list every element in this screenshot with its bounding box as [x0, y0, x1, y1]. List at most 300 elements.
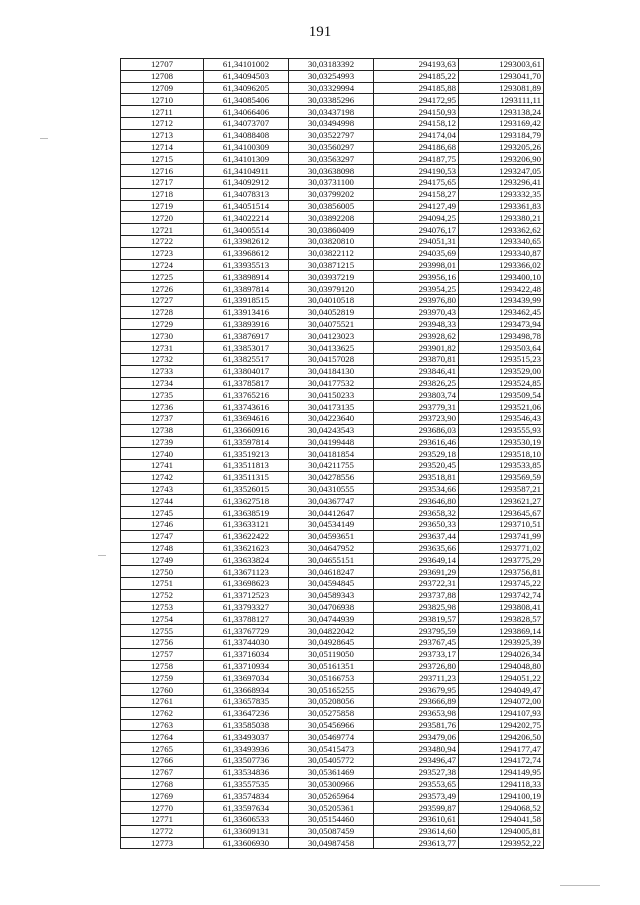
x-coordinate-cell: 293637,44: [374, 530, 459, 542]
table-row: [121, 696, 544, 708]
latitude-cell: 61,34088408: [204, 129, 289, 141]
latitude-cell: 61,33493936: [204, 743, 289, 755]
longitude-cell: 30,04822042: [289, 625, 374, 637]
point-number-cell: 12714: [121, 141, 204, 153]
x-coordinate-cell: 293970,43: [374, 306, 459, 318]
longitude-cell: 30,03937219: [289, 271, 374, 283]
table-row: [121, 519, 544, 531]
x-coordinate-cell: 293723,90: [374, 412, 459, 424]
latitude-cell: 61,34096205: [204, 82, 289, 94]
point-number-cell: 12728: [121, 306, 204, 318]
table-row: [121, 825, 544, 837]
point-number-cell: 12721: [121, 224, 204, 236]
point-number-cell: 12770: [121, 802, 204, 814]
longitude-cell: 30,03329994: [289, 82, 374, 94]
margin-mark: [40, 138, 48, 139]
latitude-cell: 61,34085406: [204, 94, 289, 106]
x-coordinate-cell: 293737,88: [374, 589, 459, 601]
longitude-cell: 30,04647952: [289, 542, 374, 554]
table-row: [121, 778, 544, 790]
table-row: [121, 353, 544, 365]
table-row: [121, 766, 544, 778]
latitude-cell: 61,33793327: [204, 601, 289, 613]
longitude-cell: 30,04618247: [289, 566, 374, 578]
x-coordinate-cell: 294175,65: [374, 176, 459, 188]
table-row: [121, 271, 544, 283]
table-row: [121, 59, 544, 71]
table-row: [121, 743, 544, 755]
table-row: [121, 625, 544, 637]
table-row: [121, 247, 544, 259]
x-coordinate-cell: 293479,06: [374, 731, 459, 743]
latitude-cell: 61,33493037: [204, 731, 289, 743]
y-coordinate-cell: 1294051,22: [459, 672, 544, 684]
latitude-cell: 61,34104911: [204, 165, 289, 177]
latitude-cell: 61,33585038: [204, 719, 289, 731]
point-number-cell: 12767: [121, 766, 204, 778]
point-number-cell: 12762: [121, 707, 204, 719]
x-coordinate-cell: 293653,98: [374, 707, 459, 719]
longitude-cell: 30,05469774: [289, 731, 374, 743]
y-coordinate-cell: 1293473,94: [459, 318, 544, 330]
point-number-cell: 12739: [121, 436, 204, 448]
y-coordinate-cell: 1293518,10: [459, 448, 544, 460]
point-number-cell: 12722: [121, 235, 204, 247]
point-number-cell: 12709: [121, 82, 204, 94]
x-coordinate-cell: 293826,25: [374, 377, 459, 389]
latitude-cell: 61,34101002: [204, 59, 289, 71]
longitude-cell: 30,03638098: [289, 165, 374, 177]
point-number-cell: 12734: [121, 377, 204, 389]
y-coordinate-cell: 1293771,02: [459, 542, 544, 554]
table-row: [121, 637, 544, 649]
latitude-cell: 61,33574834: [204, 790, 289, 802]
y-coordinate-cell: 1294149,95: [459, 766, 544, 778]
y-coordinate-cell: 1293869,14: [459, 625, 544, 637]
latitude-cell: 61,33698623: [204, 578, 289, 590]
latitude-cell: 61,33697034: [204, 672, 289, 684]
y-coordinate-cell: 1293332,35: [459, 188, 544, 200]
x-coordinate-cell: 293534,66: [374, 483, 459, 495]
latitude-cell: 61,33716034: [204, 648, 289, 660]
longitude-cell: 30,04594845: [289, 578, 374, 590]
latitude-cell: 61,33935513: [204, 259, 289, 271]
x-coordinate-cell: 293901,82: [374, 342, 459, 354]
point-number-cell: 12726: [121, 283, 204, 295]
longitude-cell: 30,04987458: [289, 837, 374, 849]
coordinates-table-body: [121, 59, 544, 849]
latitude-cell: 61,33825517: [204, 353, 289, 365]
latitude-cell: 61,33633824: [204, 554, 289, 566]
table-row: [121, 554, 544, 566]
x-coordinate-cell: 293870,81: [374, 353, 459, 365]
y-coordinate-cell: 1293041,70: [459, 70, 544, 82]
point-number-cell: 12740: [121, 448, 204, 460]
longitude-cell: 30,04173135: [289, 401, 374, 413]
x-coordinate-cell: 293733,17: [374, 648, 459, 660]
longitude-cell: 30,05165255: [289, 684, 374, 696]
table-row: [121, 129, 544, 141]
y-coordinate-cell: 1293361,83: [459, 200, 544, 212]
x-coordinate-cell: 293956,16: [374, 271, 459, 283]
y-coordinate-cell: 1293745,22: [459, 578, 544, 590]
table-row: [121, 188, 544, 200]
table-row: [121, 578, 544, 590]
latitude-cell: 61,33526015: [204, 483, 289, 495]
longitude-cell: 30,04367747: [289, 495, 374, 507]
y-coordinate-cell: 1293925,39: [459, 637, 544, 649]
point-number-cell: 12717: [121, 176, 204, 188]
x-coordinate-cell: 293496,47: [374, 755, 459, 767]
table-row: [121, 672, 544, 684]
y-coordinate-cell: 1294177,47: [459, 743, 544, 755]
point-number-cell: 12751: [121, 578, 204, 590]
x-coordinate-cell: 294127,49: [374, 200, 459, 212]
longitude-cell: 30,04534149: [289, 519, 374, 531]
x-coordinate-cell: 294172,95: [374, 94, 459, 106]
longitude-cell: 30,04010518: [289, 294, 374, 306]
latitude-cell: 61,33622422: [204, 530, 289, 542]
longitude-cell: 30,05405772: [289, 755, 374, 767]
latitude-cell: 61,33511813: [204, 460, 289, 472]
table-row: [121, 294, 544, 306]
latitude-cell: 61,33647236: [204, 707, 289, 719]
longitude-cell: 30,03860409: [289, 224, 374, 236]
y-coordinate-cell: 1293621,27: [459, 495, 544, 507]
y-coordinate-cell: 1293587,21: [459, 483, 544, 495]
longitude-cell: 30,04184130: [289, 365, 374, 377]
margin-mark: [560, 885, 600, 886]
x-coordinate-cell: 293779,31: [374, 401, 459, 413]
point-number-cell: 12710: [121, 94, 204, 106]
latitude-cell: 61,34100309: [204, 141, 289, 153]
x-coordinate-cell: 293646,80: [374, 495, 459, 507]
table-row: [121, 530, 544, 542]
longitude-cell: 30,03731100: [289, 176, 374, 188]
x-coordinate-cell: 293650,33: [374, 519, 459, 531]
point-number-cell: 12735: [121, 389, 204, 401]
table-row: [121, 153, 544, 165]
point-number-cell: 12772: [121, 825, 204, 837]
y-coordinate-cell: 1294026,34: [459, 648, 544, 660]
x-coordinate-cell: 293573,49: [374, 790, 459, 802]
longitude-cell: 30,04157028: [289, 353, 374, 365]
table-row: [121, 814, 544, 826]
table-row: [121, 460, 544, 472]
margin-mark: [98, 555, 106, 556]
y-coordinate-cell: 1293546,43: [459, 412, 544, 424]
table-row: [121, 613, 544, 625]
point-number-cell: 12730: [121, 330, 204, 342]
y-coordinate-cell: 1293498,78: [459, 330, 544, 342]
table-row: [121, 389, 544, 401]
point-number-cell: 12769: [121, 790, 204, 802]
latitude-cell: 61,33606533: [204, 814, 289, 826]
table-row: [121, 731, 544, 743]
point-number-cell: 12745: [121, 507, 204, 519]
table-row: [121, 342, 544, 354]
y-coordinate-cell: 1293742,74: [459, 589, 544, 601]
table-row: [121, 790, 544, 802]
longitude-cell: 30,03183392: [289, 59, 374, 71]
longitude-cell: 30,04181854: [289, 448, 374, 460]
table-row: [121, 542, 544, 554]
point-number-cell: 12708: [121, 70, 204, 82]
table-row: [121, 330, 544, 342]
latitude-cell: 61,33876917: [204, 330, 289, 342]
point-number-cell: 12754: [121, 613, 204, 625]
longitude-cell: 30,03871215: [289, 259, 374, 271]
point-number-cell: 12711: [121, 106, 204, 118]
table-row: [121, 365, 544, 377]
point-number-cell: 12759: [121, 672, 204, 684]
x-coordinate-cell: 294190,53: [374, 165, 459, 177]
longitude-cell: 30,03799202: [289, 188, 374, 200]
longitude-cell: 30,05456966: [289, 719, 374, 731]
x-coordinate-cell: 293998,01: [374, 259, 459, 271]
longitude-cell: 30,05119050: [289, 648, 374, 660]
y-coordinate-cell: 1294202,75: [459, 719, 544, 731]
point-number-cell: 12724: [121, 259, 204, 271]
point-number-cell: 12748: [121, 542, 204, 554]
latitude-cell: 61,33744030: [204, 637, 289, 649]
point-number-cell: 12753: [121, 601, 204, 613]
y-coordinate-cell: 1293439,99: [459, 294, 544, 306]
latitude-cell: 61,33982612: [204, 235, 289, 247]
latitude-cell: 61,34051514: [204, 200, 289, 212]
y-coordinate-cell: 1293462,45: [459, 306, 544, 318]
x-coordinate-cell: 293679,95: [374, 684, 459, 696]
latitude-cell: 61,33767729: [204, 625, 289, 637]
point-number-cell: 12752: [121, 589, 204, 601]
table-row: [121, 448, 544, 460]
y-coordinate-cell: 1293828,57: [459, 613, 544, 625]
latitude-cell: 61,33671123: [204, 566, 289, 578]
longitude-cell: 30,04211755: [289, 460, 374, 472]
longitude-cell: 30,04150233: [289, 389, 374, 401]
longitude-cell: 30,05300966: [289, 778, 374, 790]
table-row: [121, 424, 544, 436]
longitude-cell: 30,04052819: [289, 306, 374, 318]
table-row: [121, 495, 544, 507]
y-coordinate-cell: 1293003,61: [459, 59, 544, 71]
x-coordinate-cell: 294150,93: [374, 106, 459, 118]
y-coordinate-cell: 1293296,41: [459, 176, 544, 188]
point-number-cell: 12757: [121, 648, 204, 660]
latitude-cell: 61,33507736: [204, 755, 289, 767]
latitude-cell: 61,33597634: [204, 802, 289, 814]
point-number-cell: 12732: [121, 353, 204, 365]
x-coordinate-cell: 293581,76: [374, 719, 459, 731]
longitude-cell: 30,03892208: [289, 212, 374, 224]
x-coordinate-cell: 294051,31: [374, 235, 459, 247]
latitude-cell: 61,33519213: [204, 448, 289, 460]
table-row: [121, 401, 544, 413]
y-coordinate-cell: 1293515,23: [459, 353, 544, 365]
x-coordinate-cell: 293722,31: [374, 578, 459, 590]
y-coordinate-cell: 1293340,65: [459, 235, 544, 247]
point-number-cell: 12773: [121, 837, 204, 849]
latitude-cell: 61,34101309: [204, 153, 289, 165]
longitude-cell: 30,05087459: [289, 825, 374, 837]
longitude-cell: 30,05154460: [289, 814, 374, 826]
table-row: [121, 601, 544, 613]
point-number-cell: 12743: [121, 483, 204, 495]
point-number-cell: 12742: [121, 471, 204, 483]
point-number-cell: 12712: [121, 117, 204, 129]
table-row: [121, 802, 544, 814]
longitude-cell: 30,05275858: [289, 707, 374, 719]
y-coordinate-cell: 1294072,00: [459, 696, 544, 708]
point-number-cell: 12720: [121, 212, 204, 224]
latitude-cell: 61,34022214: [204, 212, 289, 224]
longitude-cell: 30,04589343: [289, 589, 374, 601]
y-coordinate-cell: 1293645,67: [459, 507, 544, 519]
latitude-cell: 61,33897814: [204, 283, 289, 295]
table-row: [121, 235, 544, 247]
x-coordinate-cell: 293726,80: [374, 660, 459, 672]
x-coordinate-cell: 293948,33: [374, 318, 459, 330]
table-row: [121, 94, 544, 106]
latitude-cell: 61,33913416: [204, 306, 289, 318]
latitude-cell: 61,33534836: [204, 766, 289, 778]
latitude-cell: 61,33918515: [204, 294, 289, 306]
y-coordinate-cell: 1294100,19: [459, 790, 544, 802]
x-coordinate-cell: 294158,12: [374, 117, 459, 129]
latitude-cell: 61,33804017: [204, 365, 289, 377]
x-coordinate-cell: 294158,27: [374, 188, 459, 200]
latitude-cell: 61,33609131: [204, 825, 289, 837]
y-coordinate-cell: 1294005,81: [459, 825, 544, 837]
table-row: [121, 176, 544, 188]
y-coordinate-cell: 1293184,79: [459, 129, 544, 141]
x-coordinate-cell: 293819,57: [374, 613, 459, 625]
x-coordinate-cell: 294185,88: [374, 82, 459, 94]
point-number-cell: 12733: [121, 365, 204, 377]
latitude-cell: 61,33660916: [204, 424, 289, 436]
x-coordinate-cell: 293686,03: [374, 424, 459, 436]
x-coordinate-cell: 294185,22: [374, 70, 459, 82]
y-coordinate-cell: 1293952,22: [459, 837, 544, 849]
latitude-cell: 61,34094503: [204, 70, 289, 82]
table-row: [121, 412, 544, 424]
table-row: [121, 566, 544, 578]
point-number-cell: 12760: [121, 684, 204, 696]
point-number-cell: 12738: [121, 424, 204, 436]
x-coordinate-cell: 294187,75: [374, 153, 459, 165]
longitude-cell: 30,04928645: [289, 637, 374, 649]
table-row: [121, 106, 544, 118]
x-coordinate-cell: 294174,04: [374, 129, 459, 141]
longitude-cell: 30,05161351: [289, 660, 374, 672]
y-coordinate-cell: 1293205,26: [459, 141, 544, 153]
x-coordinate-cell: 293691,29: [374, 566, 459, 578]
longitude-cell: 30,05415473: [289, 743, 374, 755]
longitude-cell: 30,05208056: [289, 696, 374, 708]
y-coordinate-cell: 1293247,05: [459, 165, 544, 177]
point-number-cell: 12746: [121, 519, 204, 531]
longitude-cell: 30,03820810: [289, 235, 374, 247]
y-coordinate-cell: 1293808,41: [459, 601, 544, 613]
longitude-cell: 30,04593651: [289, 530, 374, 542]
point-number-cell: 12715: [121, 153, 204, 165]
latitude-cell: 61,33898914: [204, 271, 289, 283]
point-number-cell: 12727: [121, 294, 204, 306]
longitude-cell: 30,04655151: [289, 554, 374, 566]
x-coordinate-cell: 293767,45: [374, 637, 459, 649]
table-row: [121, 117, 544, 129]
page-number: 191: [308, 24, 332, 40]
point-number-cell: 12736: [121, 401, 204, 413]
x-coordinate-cell: 293527,38: [374, 766, 459, 778]
table-row: [121, 660, 544, 672]
y-coordinate-cell: 1294068,52: [459, 802, 544, 814]
point-number-cell: 12741: [121, 460, 204, 472]
latitude-cell: 61,34078313: [204, 188, 289, 200]
longitude-cell: 30,03822112: [289, 247, 374, 259]
latitude-cell: 61,33853017: [204, 342, 289, 354]
point-number-cell: 12766: [121, 755, 204, 767]
longitude-cell: 30,03494998: [289, 117, 374, 129]
point-number-cell: 12729: [121, 318, 204, 330]
y-coordinate-cell: 1293756,81: [459, 566, 544, 578]
table-row: [121, 436, 544, 448]
x-coordinate-cell: 293711,23: [374, 672, 459, 684]
y-coordinate-cell: 1293111,11: [459, 94, 544, 106]
x-coordinate-cell: 293613,77: [374, 837, 459, 849]
longitude-cell: 30,04744939: [289, 613, 374, 625]
longitude-cell: 30,05166753: [289, 672, 374, 684]
longitude-cell: 30,04075521: [289, 318, 374, 330]
y-coordinate-cell: 1293775,29: [459, 554, 544, 566]
longitude-cell: 30,04133625: [289, 342, 374, 354]
latitude-cell: 61,33638519: [204, 507, 289, 519]
longitude-cell: 30,04177532: [289, 377, 374, 389]
point-number-cell: 12771: [121, 814, 204, 826]
y-coordinate-cell: 1294118,33: [459, 778, 544, 790]
x-coordinate-cell: 293553,65: [374, 778, 459, 790]
longitude-cell: 30,03563297: [289, 153, 374, 165]
x-coordinate-cell: 293666,89: [374, 696, 459, 708]
latitude-cell: 61,34066406: [204, 106, 289, 118]
table-row: [121, 377, 544, 389]
latitude-cell: 61,33621623: [204, 542, 289, 554]
x-coordinate-cell: 293825,98: [374, 601, 459, 613]
table-row: [121, 483, 544, 495]
x-coordinate-cell: 293803,74: [374, 389, 459, 401]
longitude-cell: 30,04412647: [289, 507, 374, 519]
y-coordinate-cell: 1293081,89: [459, 82, 544, 94]
longitude-cell: 30,04243543: [289, 424, 374, 436]
x-coordinate-cell: 293614,60: [374, 825, 459, 837]
y-coordinate-cell: 1293555,93: [459, 424, 544, 436]
y-coordinate-cell: 1293529,00: [459, 365, 544, 377]
x-coordinate-cell: 293795,59: [374, 625, 459, 637]
latitude-cell: 61,33557535: [204, 778, 289, 790]
point-number-cell: 12768: [121, 778, 204, 790]
x-coordinate-cell: 293976,80: [374, 294, 459, 306]
point-number-cell: 12744: [121, 495, 204, 507]
latitude-cell: 61,33765216: [204, 389, 289, 401]
longitude-cell: 30,05205361: [289, 802, 374, 814]
y-coordinate-cell: 1294206,50: [459, 731, 544, 743]
y-coordinate-cell: 1293169,42: [459, 117, 544, 129]
x-coordinate-cell: 293529,18: [374, 448, 459, 460]
y-coordinate-cell: 1294107,93: [459, 707, 544, 719]
y-coordinate-cell: 1293710,51: [459, 519, 544, 531]
table-row: [121, 318, 544, 330]
latitude-cell: 61,33606930: [204, 837, 289, 849]
